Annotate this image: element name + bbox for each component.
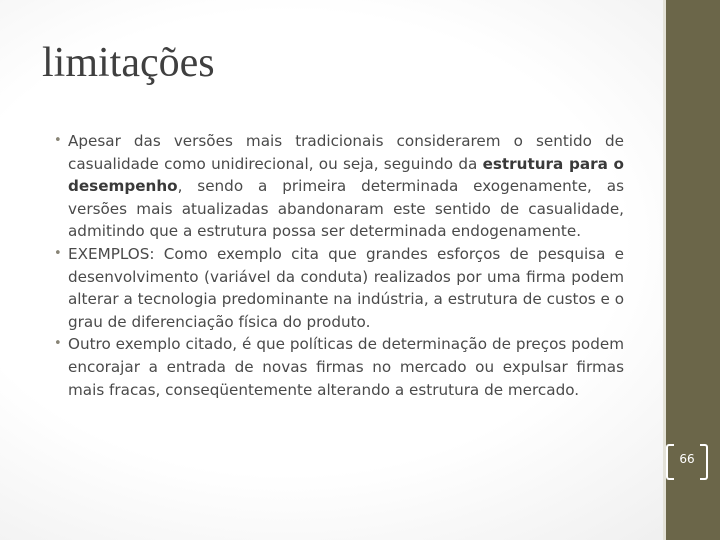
bullet-text: , sendo a primeira determinada exogenamente, as versões mais atualizadas abandonaram este sentido de casualidade, admitindo que a estrutura possa ser determinada endogenamente. bbox=[68, 177, 624, 241]
bullet-text: Apesar das versões mais tradicionais considerarem o sentido de casualidade como unidirecional, ou seja, seguindo da bbox=[68, 132, 624, 173]
bullet-text: Outro exemplo citado, é que políticas de determinação de preços podem encorajar a entrada de novas firmas no mercado ou expulsar firmas mais fracas, conseqüentemente alterando a estrutura de mercado. bbox=[68, 335, 624, 399]
page-number-frame bbox=[666, 444, 708, 478]
bullet-item-pricing-example bbox=[54, 333, 624, 401]
page-number: 66 bbox=[679, 452, 695, 466]
slide-title: limitações bbox=[42, 40, 215, 86]
bullet-item-structure-causality bbox=[54, 130, 624, 243]
bullet-item-examples bbox=[54, 243, 624, 333]
bullet-text: EXEMPLOS: Como exemplo cita que grandes esforços de pesquisa e desenvolvimento (variável da conduta) realizados por uma firma podem alterar a tecnologia predominante na indústria, a estrutura de custos e o grau de diferenciação física do produto. bbox=[68, 244, 624, 331]
bullet-list bbox=[54, 130, 624, 401]
bullet-bold-text: estrutura para o desempenho bbox=[68, 154, 624, 196]
slide-body bbox=[54, 130, 624, 401]
